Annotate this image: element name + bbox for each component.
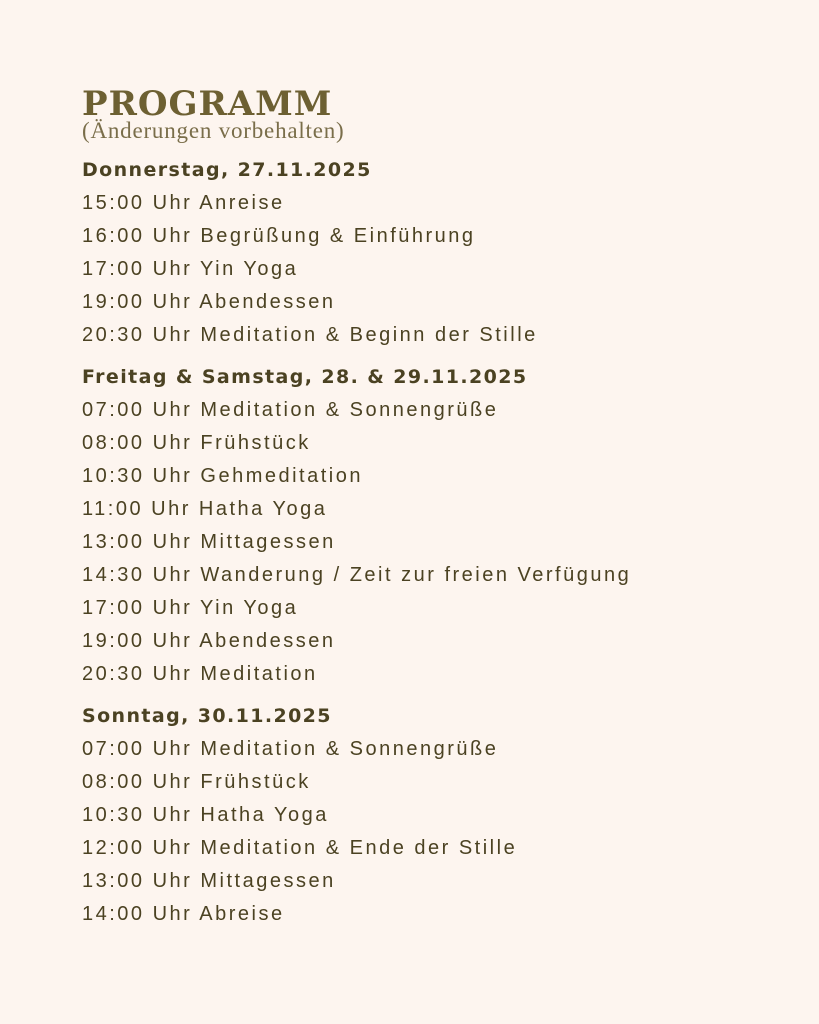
schedule-item: 14:30 Uhr Wanderung / Zeit zur freien Verfügung [82, 564, 632, 586]
schedule-item: 10:30 Uhr Gehmeditation [82, 465, 363, 487]
schedule-item: 17:00 Uhr Yin Yoga [82, 597, 299, 619]
schedule-item: 14:00 Uhr Abreise [82, 903, 285, 925]
schedule-item: 17:00 Uhr Yin Yoga [82, 258, 299, 280]
schedule-item: 19:00 Uhr Abendessen [82, 291, 336, 313]
schedule-list [82, 733, 782, 931]
day-section-friday-saturday [82, 361, 782, 691]
page-title: PROGRAMM [82, 84, 333, 124]
schedule-item: 12:00 Uhr Meditation & Ende der Stille [82, 837, 518, 859]
day-section-thursday [82, 154, 782, 352]
day-heading: Sonntag, 30.11.2025 [82, 705, 332, 727]
schedule-item: 07:00 Uhr Meditation & Sonnengrüße [82, 399, 499, 421]
day-section-sunday [82, 700, 782, 931]
schedule-item: 19:00 Uhr Abendessen [82, 630, 336, 652]
schedule-item: 11:00 Uhr Hatha Yoga [82, 498, 328, 520]
program-page [82, 86, 782, 931]
schedule-item: 16:00 Uhr Begrüßung & Einführung [82, 225, 476, 247]
day-heading: Freitag & Samstag, 28. & 29.11.2025 [82, 366, 528, 388]
page-subtitle: (Änderungen vorbehalten) [82, 118, 345, 143]
schedule-item: 08:00 Uhr Frühstück [82, 771, 311, 793]
schedule-item: 20:30 Uhr Meditation & Beginn der Stille [82, 324, 538, 346]
schedule-item: 15:00 Uhr Anreise [82, 192, 285, 214]
schedule-list [82, 394, 782, 691]
schedule-item: 13:00 Uhr Mittagessen [82, 531, 336, 553]
schedule-list [82, 187, 782, 352]
schedule-item: 10:30 Uhr Hatha Yoga [82, 804, 329, 826]
day-heading: Donnerstag, 27.11.2025 [82, 159, 372, 181]
schedule-item: 20:30 Uhr Meditation [82, 663, 318, 685]
schedule-item: 08:00 Uhr Frühstück [82, 432, 311, 454]
schedule-item: 07:00 Uhr Meditation & Sonnengrüße [82, 738, 499, 760]
schedule-item: 13:00 Uhr Mittagessen [82, 870, 336, 892]
